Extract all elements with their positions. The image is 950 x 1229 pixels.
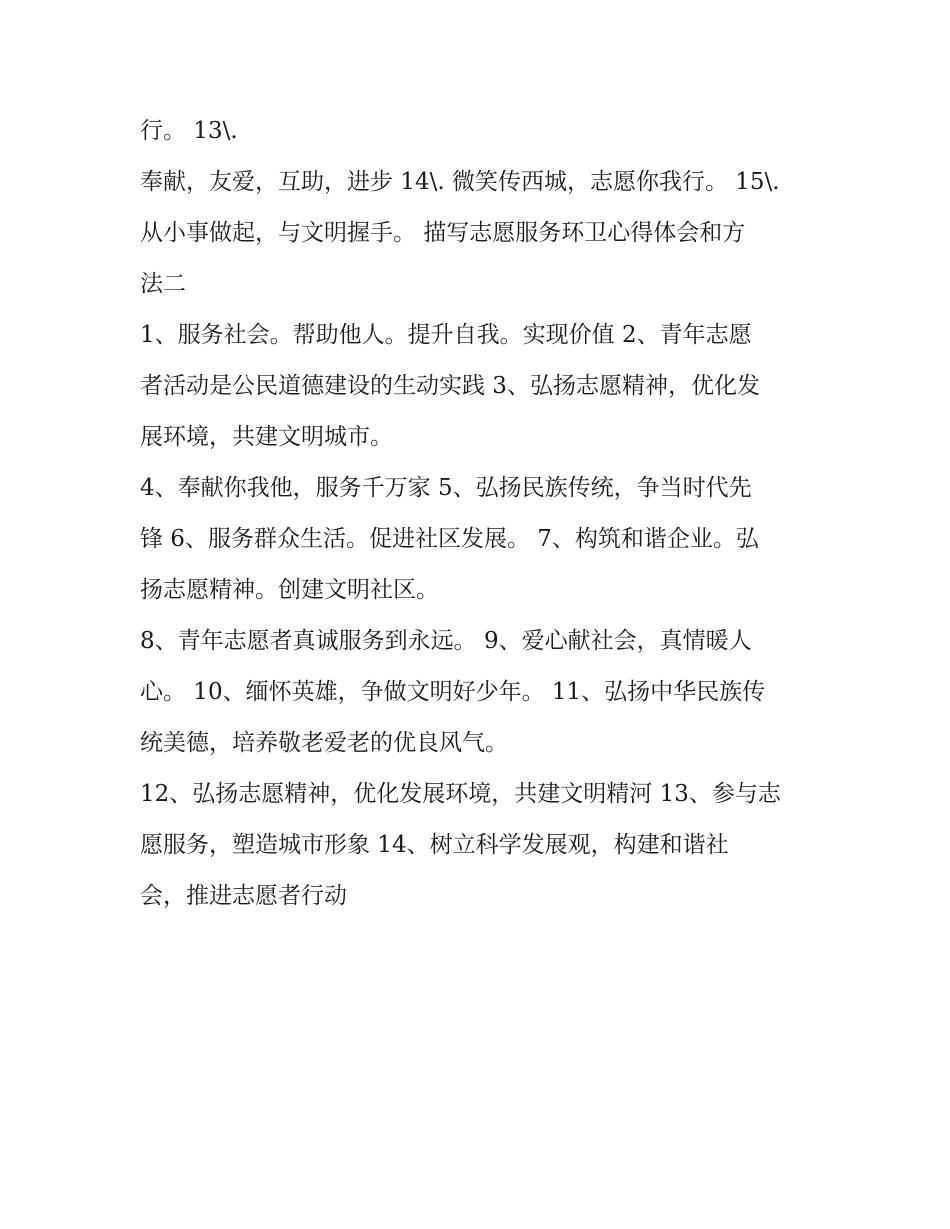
text-line: 统美德，培养敬老爱老的优良风气。 [140, 730, 508, 756]
text-line: 奉献，友爱，互助，进步 14\. 微笑传西城，志愿你我行。 15\. [140, 169, 780, 195]
text-line: 会，推进志愿者行动 [140, 883, 347, 909]
paragraph-4 [140, 463, 820, 616]
text-line: 12、弘扬志愿精神，优化发展环境，共建文明精河 13、参与志 [140, 781, 781, 807]
text-line: 愿服务，塑造城市形象 14、树立科学发展观，构建和谐社 [140, 832, 729, 858]
paragraph-3 [140, 310, 820, 463]
text-line: 锋 6、服务群众生活。促进社区发展。 7、构筑和谐企业。弘 [140, 526, 759, 552]
text-line: 者活动是公民道德建设的生动实践 3、弘扬志愿精神，优化发 [140, 373, 760, 399]
paragraph-1 [140, 106, 820, 157]
text-line: 1、服务社会。帮助他人。提升自我。实现价值 2、青年志愿 [140, 322, 752, 348]
text-line: 从小事做起，与文明握手。 描写志愿服务环卫心得体会和方 [140, 220, 746, 246]
text-line: 法二 [140, 271, 186, 297]
text-line: 4、奉献你我他，服务千万家 5、弘扬民族传统，争当时代先 [140, 475, 752, 501]
paragraph-5 [140, 616, 820, 769]
paragraph-6 [140, 769, 820, 922]
text-line: 心。 10、缅怀英雄，争做文明好少年。 11、弘扬中华民族传 [140, 679, 766, 705]
text-line: 展环境，共建文明城市。 [140, 424, 393, 450]
text-line: 扬志愿精神。创建文明社区。 [140, 577, 439, 603]
document-body [140, 106, 820, 922]
paragraph-2 [140, 157, 820, 310]
text-line: 行。 13\. [140, 118, 238, 144]
text-line: 8、青年志愿者真诚服务到永远。 9、爱心献社会，真情暖人 [140, 628, 752, 654]
